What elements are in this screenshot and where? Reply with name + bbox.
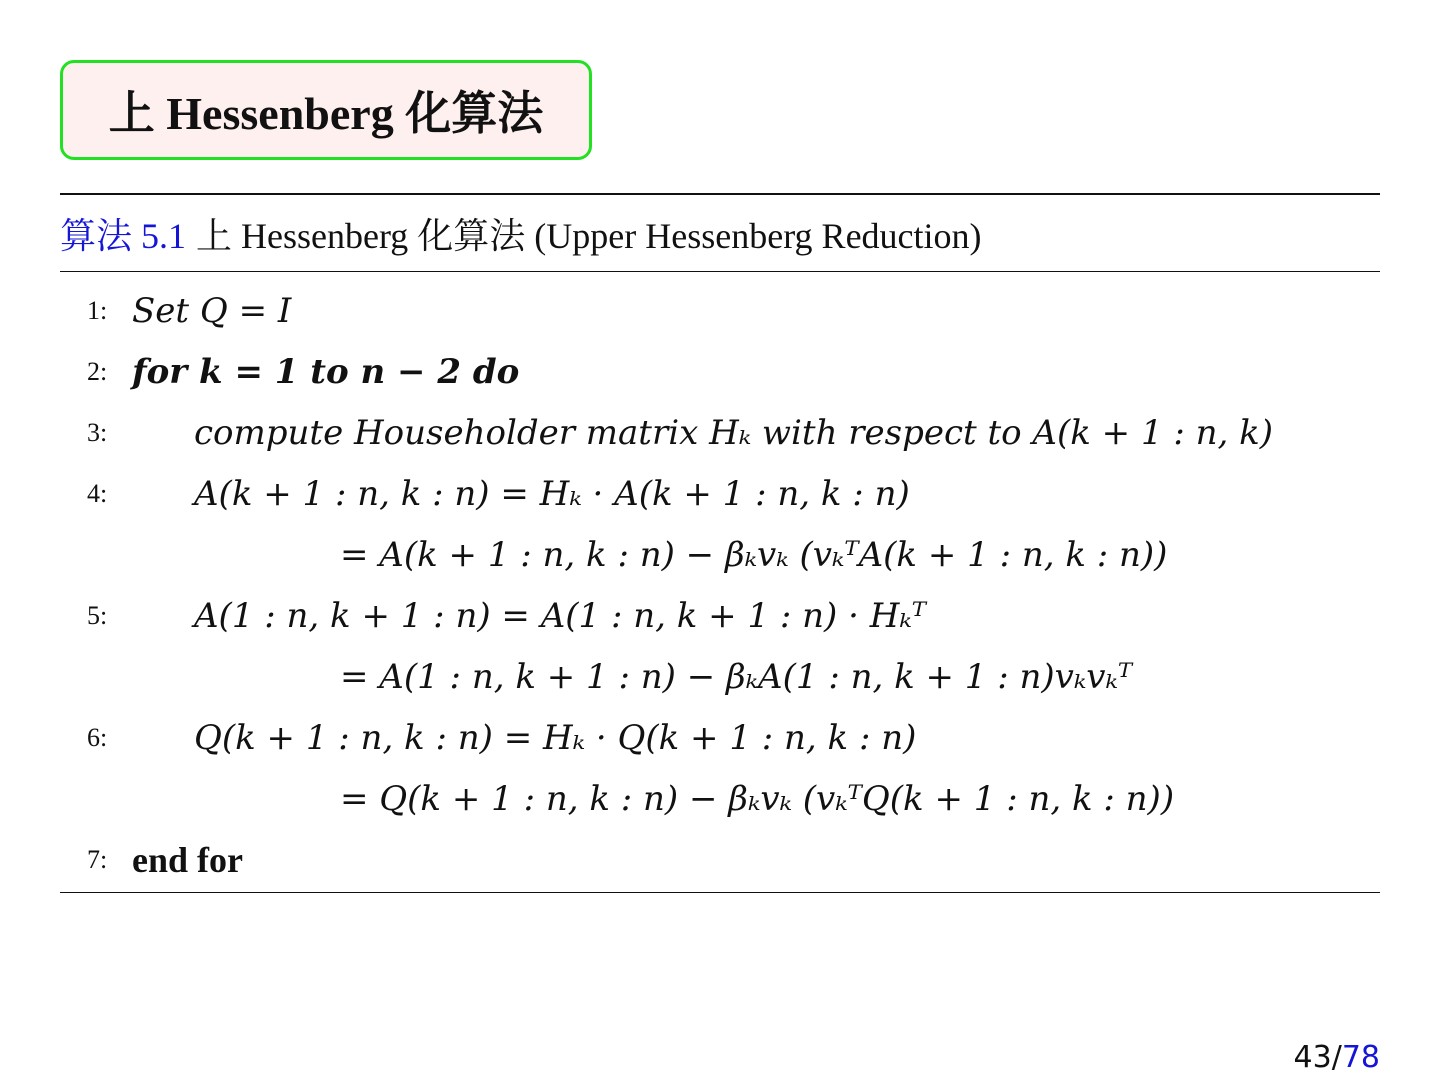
line-number: 5: bbox=[87, 600, 108, 630]
algorithm-caption-rule bbox=[60, 271, 1380, 272]
line-number: 7: bbox=[87, 844, 108, 874]
line-number: 6: bbox=[87, 722, 108, 752]
line-text: compute Householder matrix Hₖ with respect to A(k + 1 : n, k) bbox=[194, 412, 1274, 453]
algorithm-line bbox=[60, 829, 1380, 890]
line-text: = A(1 : n, k + 1 : n) − βₖA(1 : n, k + 1 : n)vₖvₖᵀ bbox=[340, 656, 1133, 697]
algorithm-line bbox=[60, 280, 1380, 341]
line-text: = A(k + 1 : n, k : n) − βₖvₖ (vₖᵀA(k + 1 : n, k : n)) bbox=[340, 534, 1168, 575]
algorithm-line bbox=[60, 402, 1380, 463]
line-text: Set Q = I bbox=[132, 290, 292, 331]
line-text: A(1 : n, k + 1 : n) = A(1 : n, k + 1 : n) · Hₖᵀ bbox=[194, 595, 927, 636]
algorithm-caption bbox=[60, 195, 1380, 271]
line-text: = Q(k + 1 : n, k : n) − βₖvₖ (vₖᵀQ(k + 1 : n, k : n)) bbox=[340, 778, 1175, 819]
line-number: 2: bbox=[87, 356, 108, 386]
algorithm-line bbox=[60, 463, 1380, 524]
line-text: A(k + 1 : n, k : n) = Hₖ · A(k + 1 : n, k : n) bbox=[194, 473, 910, 514]
page-current: 43 bbox=[1293, 1040, 1332, 1075]
algorithm-line bbox=[60, 341, 1380, 402]
algorithm-block bbox=[60, 193, 1380, 272]
algorithm-bottom-rule bbox=[60, 892, 1380, 893]
algorithm-label: 算法 5.1 bbox=[60, 215, 187, 256]
algorithm-line bbox=[60, 707, 1380, 768]
page-separator: / bbox=[1331, 1040, 1342, 1075]
algorithm-lines bbox=[60, 280, 1380, 890]
frame-title: 上 Hessenberg 化算法 bbox=[108, 88, 544, 139]
line-number: 1: bbox=[87, 295, 108, 325]
frame-title-box bbox=[60, 60, 592, 160]
page-number bbox=[1294, 1040, 1380, 1075]
algorithm-line bbox=[60, 768, 1380, 829]
page-total[interactable]: 78 bbox=[1341, 1040, 1380, 1075]
line-text: Q(k + 1 : n, k : n) = Hₖ · Q(k + 1 : n, k : n) bbox=[194, 717, 917, 758]
algorithm-line bbox=[60, 524, 1380, 585]
algorithm-title: 上 Hessenberg 化算法 (Upper Hessenberg Reduction) bbox=[196, 215, 982, 256]
line-text: for k = 1 to n − 2 do bbox=[132, 351, 520, 392]
line-number: 3: bbox=[87, 417, 108, 447]
line-text: end for bbox=[132, 839, 243, 880]
line-number: 4: bbox=[87, 478, 108, 508]
algorithm-line bbox=[60, 585, 1380, 646]
algorithm-line bbox=[60, 646, 1380, 707]
